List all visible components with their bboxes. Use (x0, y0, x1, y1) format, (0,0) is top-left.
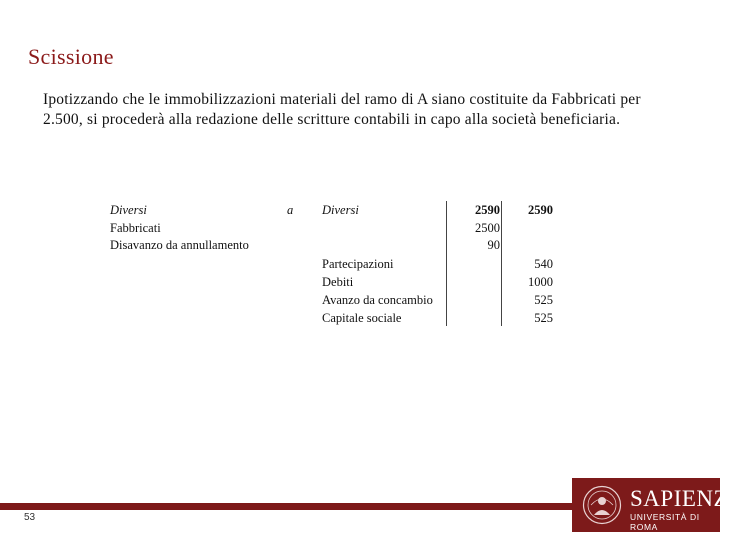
debit-amount: 90 (487, 238, 500, 252)
column-divider (501, 201, 502, 326)
debit-amount: 2500 (475, 221, 500, 235)
connector-a: a (287, 203, 294, 217)
column-divider (446, 201, 447, 326)
debit-account: Disavanzo da annullamento (110, 238, 249, 252)
debit-header: Diversi (110, 203, 147, 217)
credit-account: Debiti (322, 275, 354, 289)
footer-band (0, 503, 572, 510)
debit-account: Fabbricati (110, 221, 161, 235)
journal-entry (110, 201, 560, 326)
university-logo (572, 478, 745, 532)
header-credit-total: 2590 (528, 203, 553, 217)
university-seal-icon (582, 485, 622, 525)
page-number: 53 (24, 512, 36, 523)
credit-amount: 1000 (528, 275, 553, 289)
credit-header: Diversi (322, 203, 359, 217)
slide-title: Scissione (28, 44, 114, 69)
logo-subtitle: UNIVERSITÀ DI ROMA (630, 512, 700, 532)
credit-account: Capitale sociale (322, 311, 402, 325)
credit-account: Avanzo da concambio (322, 293, 433, 307)
credit-amount: 525 (534, 311, 553, 325)
credit-account: Partecipazioni (322, 257, 394, 271)
logo-name: SAPIENZA (630, 486, 745, 511)
header-debit-total: 2590 (475, 203, 500, 217)
slide-paragraph: Ipotizzando che le immobilizzazioni materiali del ramo di A siano costituite da Fabbricati per 2.500, si procederà alla redazione delle scritture contabili in capo alla società beneficiaria. (43, 91, 641, 128)
credit-amount: 525 (534, 293, 553, 307)
credit-amount: 540 (534, 257, 553, 271)
